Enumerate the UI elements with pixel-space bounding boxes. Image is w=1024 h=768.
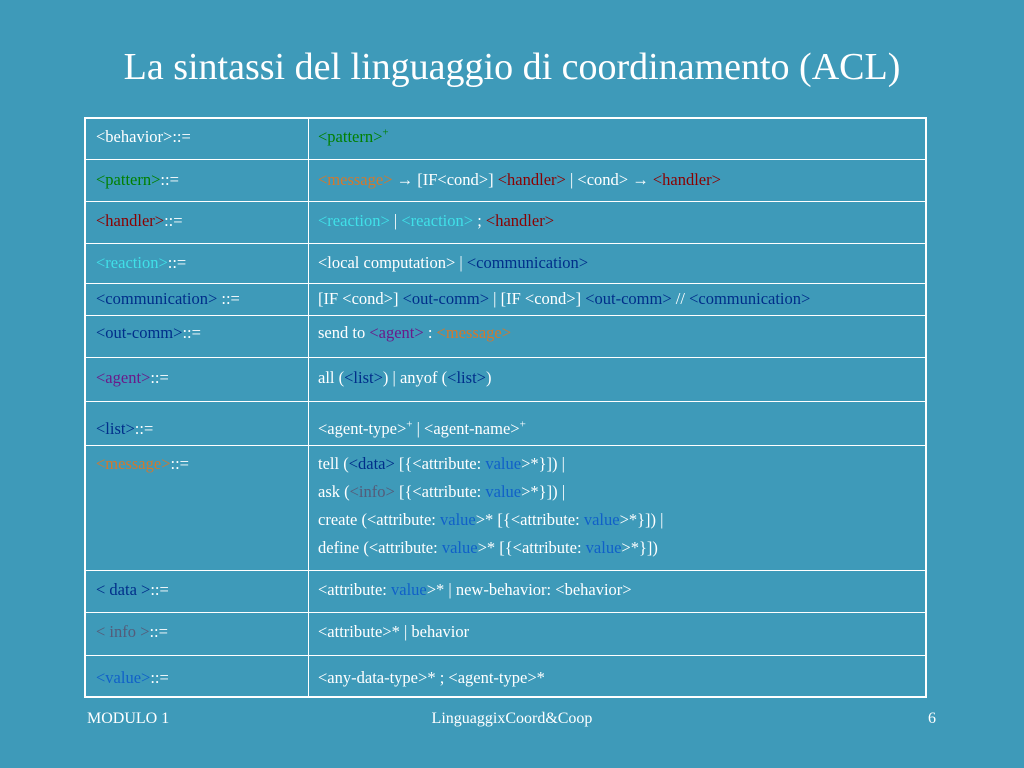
text-segment: ::= bbox=[167, 253, 187, 272]
rule-definition-cell bbox=[309, 160, 927, 201]
slide-title: La sintassi del linguaggio di coordinamento (ACL) bbox=[123, 46, 901, 88]
text-segment: <communication> bbox=[466, 253, 589, 272]
text-segment: | <cond> → bbox=[565, 170, 653, 189]
definition-line bbox=[318, 207, 927, 235]
text-segment: tell ( bbox=[318, 454, 349, 473]
text-segment: create (<attribute: bbox=[318, 510, 440, 529]
text-segment: <reaction> bbox=[318, 211, 390, 230]
rule-definition-cell bbox=[309, 656, 927, 698]
definition-line bbox=[318, 618, 927, 646]
text-segment: ::= bbox=[170, 454, 189, 473]
text-segment: [{<attribute: bbox=[394, 454, 486, 473]
text-segment: <out-comm> bbox=[585, 289, 672, 308]
text-segment: value bbox=[391, 580, 427, 599]
text-segment: >*}]) | bbox=[521, 482, 566, 501]
text-segment: send to bbox=[318, 323, 370, 342]
text-segment: >*}]) | bbox=[521, 454, 565, 473]
syntax-table bbox=[84, 117, 927, 698]
text-segment: value bbox=[585, 538, 622, 557]
text-segment: < info > bbox=[96, 622, 150, 641]
definition-line bbox=[318, 478, 927, 506]
text-segment: <data> bbox=[348, 454, 395, 473]
rule-name-cell bbox=[86, 656, 309, 698]
rule-definition-cell bbox=[309, 316, 927, 357]
rule-name-cell bbox=[86, 244, 309, 283]
rule-definition-cell bbox=[309, 613, 927, 655]
text-segment: <communication> bbox=[689, 289, 811, 308]
rule-name-cell bbox=[86, 202, 309, 243]
rule-name-cell bbox=[86, 284, 309, 315]
text-segment: value bbox=[440, 510, 476, 529]
text-segment: <attribute>* | behavior bbox=[318, 622, 470, 641]
text-segment: <handler> bbox=[96, 211, 165, 230]
text-segment: <message> bbox=[318, 170, 393, 189]
text-segment: >* | new-behavior: <behavior> bbox=[426, 580, 632, 599]
text-segment: <reaction> bbox=[401, 211, 474, 230]
table-row bbox=[86, 613, 925, 656]
text-segment: ::= bbox=[149, 622, 168, 641]
text-segment: ) bbox=[485, 368, 492, 387]
text-segment: <agent-type> bbox=[318, 419, 407, 438]
text-segment: value bbox=[441, 538, 478, 557]
text-segment: value bbox=[485, 482, 522, 501]
definition-line bbox=[318, 166, 927, 194]
text-segment: ::= bbox=[150, 580, 169, 599]
text-segment: >*}]) | bbox=[619, 510, 664, 529]
text-segment: < data > bbox=[96, 580, 151, 599]
footer-module: MODULO 1 bbox=[87, 710, 170, 727]
text-segment: <value> bbox=[96, 668, 151, 687]
table-row bbox=[86, 160, 925, 202]
text-segment: <message> bbox=[436, 323, 512, 342]
table-row bbox=[86, 402, 925, 446]
table-row bbox=[86, 284, 925, 316]
text-segment: [IF <cond>] bbox=[318, 289, 403, 308]
text-segment: → [IF<cond>] bbox=[392, 170, 498, 189]
text-segment: <pattern> bbox=[318, 127, 383, 146]
text-segment: <agent> bbox=[96, 368, 151, 387]
table-row bbox=[86, 571, 925, 613]
table-row bbox=[86, 656, 925, 698]
text-segment: value bbox=[583, 510, 620, 529]
text-segment: >*}]) bbox=[621, 538, 658, 557]
text-segment: ::= bbox=[182, 323, 201, 342]
text-segment: <handler> bbox=[652, 170, 721, 189]
rule-name-cell bbox=[86, 571, 309, 612]
text-segment: <list> bbox=[96, 419, 135, 438]
text-segment: >* [{<attribute: bbox=[475, 510, 584, 529]
rule-name-cell bbox=[86, 119, 309, 159]
text-segment: <list> bbox=[344, 368, 383, 387]
rule-definition-cell bbox=[309, 244, 927, 283]
rule-name-cell bbox=[86, 446, 309, 570]
definition-line bbox=[318, 664, 927, 692]
text-segment: <list> bbox=[447, 368, 486, 387]
text-segment: <reaction> bbox=[96, 253, 168, 272]
text-segment: + bbox=[519, 418, 526, 431]
definition-line bbox=[318, 319, 927, 347]
text-segment: + bbox=[382, 126, 389, 139]
text-segment: [{<attribute: bbox=[394, 482, 486, 501]
footer-course: LinguaggixCoord&Coop bbox=[431, 710, 593, 727]
text-segment: ::= bbox=[164, 211, 183, 230]
definition-line bbox=[318, 285, 927, 313]
text-segment: <agent> bbox=[369, 323, 424, 342]
rule-definition-cell bbox=[309, 202, 927, 243]
text-segment: <behavior>::= bbox=[96, 127, 191, 146]
text-segment: >* [{<attribute: bbox=[477, 538, 586, 557]
text-segment: <any-data-type>* ; <agent-type>* bbox=[318, 668, 545, 687]
text-segment: ) | anyof ( bbox=[382, 368, 448, 387]
definition-line bbox=[318, 249, 927, 277]
rule-definition-cell bbox=[309, 402, 927, 445]
text-segment: <communication> bbox=[96, 289, 218, 308]
text-segment: value bbox=[485, 454, 522, 473]
rule-name-cell bbox=[86, 316, 309, 357]
text-segment: | [IF <cond>] bbox=[489, 289, 586, 308]
text-segment: ::= bbox=[150, 668, 169, 687]
table-row bbox=[86, 446, 925, 571]
definition-line bbox=[318, 450, 927, 478]
text-segment: <handler> bbox=[497, 170, 566, 189]
text-segment: ::= bbox=[217, 289, 240, 308]
text-segment: + bbox=[406, 418, 413, 431]
footer-page-number: 6 bbox=[928, 710, 936, 727]
text-segment: all ( bbox=[318, 368, 345, 387]
text-segment: <out-comm> bbox=[402, 289, 490, 308]
text-segment: <local computation> | bbox=[318, 253, 467, 272]
definition-line bbox=[318, 506, 927, 534]
text-segment: ::= bbox=[150, 368, 169, 387]
text-segment: | bbox=[389, 211, 402, 230]
text-segment: : bbox=[423, 323, 437, 342]
definition-line bbox=[318, 123, 927, 151]
text-segment: <handler> bbox=[485, 211, 554, 230]
rule-name-cell bbox=[86, 160, 309, 201]
rule-name-cell bbox=[86, 358, 309, 401]
text-segment: | <agent-name> bbox=[412, 419, 520, 438]
text-segment: <attribute: bbox=[318, 580, 391, 599]
text-segment: ::= bbox=[134, 419, 154, 438]
text-segment: ::= bbox=[160, 170, 179, 189]
rule-definition-cell bbox=[309, 571, 927, 612]
text-segment: <pattern> bbox=[96, 170, 161, 189]
text-segment: <info> bbox=[349, 482, 395, 501]
text-segment: <out-comm> bbox=[96, 323, 183, 342]
definition-line bbox=[318, 415, 927, 443]
rule-definition-cell bbox=[309, 358, 927, 401]
definition-line bbox=[318, 364, 927, 392]
rule-definition-cell bbox=[309, 284, 927, 315]
rule-definition-cell bbox=[309, 446, 927, 570]
text-segment: define (<attribute: bbox=[318, 538, 442, 557]
text-segment: ; bbox=[473, 211, 486, 230]
text-segment: ask ( bbox=[318, 482, 350, 501]
text-segment: // bbox=[671, 289, 690, 308]
rule-name-cell bbox=[86, 402, 309, 445]
rule-definition-cell bbox=[309, 119, 927, 159]
table-row bbox=[86, 358, 925, 402]
definition-line bbox=[318, 534, 927, 562]
definition-line bbox=[318, 576, 927, 604]
rule-name-cell bbox=[86, 613, 309, 655]
text-segment: <message> bbox=[96, 454, 171, 473]
table-row bbox=[86, 316, 925, 358]
table-row bbox=[86, 244, 925, 284]
table-row bbox=[86, 202, 925, 244]
table-row bbox=[86, 119, 925, 160]
